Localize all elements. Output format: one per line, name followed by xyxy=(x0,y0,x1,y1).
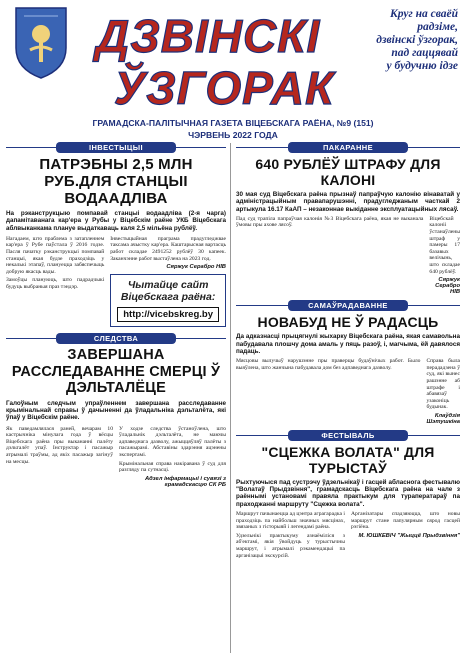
article-paragraph: Крымінальная справа накіравана ў суд для разгляду па сутнасці. xyxy=(119,460,226,474)
motto-line: дзвінскі ўзгорак, xyxy=(376,34,458,46)
headline-station: ПАТРЭБНЫ 2,5 МЛН РУБ.ДЛЯ СТАНЦЫІ ВОДААДЛІВА xyxy=(39,156,193,207)
article-signature: Адзел інфармацыі і сувязі з грамадскасцю СК РБ xyxy=(144,475,226,488)
headline-investigation: ЗАВЕРШАНА РАССЛЕДАВАННЕ СМЕРЦІ Ў ДЭЛЬТАЛЁЦЕ xyxy=(11,347,221,397)
article-paragraph: Маршрут пачынаецца ад цэнтра аграгарадка і праходзіць па найбольш значных мясцінах, звязаных з гісторыяй і легендамі раёна. xyxy=(236,511,345,531)
issue-date: ЧЭРВЕНЬ 2022 ГОДА xyxy=(188,130,278,140)
site-link[interactable]: http://vicebskreg.by xyxy=(117,307,219,322)
motto-line: у будучню ідзе xyxy=(386,60,458,72)
article-paragraph: Справа была перададзена ў суд, які вынес рашэнне аб штрафе і абавязаў узаконіць будынак. xyxy=(426,358,460,411)
motto xyxy=(348,8,458,73)
article-paragraph: Мясцовы вылучыў нарушэнне пры праверцы будаўнічых работ. Было выяўлена, што жанчына пабудавала дом без адпаведнага дазволу. xyxy=(236,358,421,371)
rubric-label: ІНВЕСТЫЦЫІ xyxy=(56,142,176,153)
article-paragraph: Нагадаем, што праблема з затапленнем кар'ера ў Рубе паўстала ў 2016 годзе. Пасля пачатку рэканструкцыі помпавай станцыі, якая будзе праходзіць у некалькі этапаў, плануецца забяспечыць добрую якасць вады. xyxy=(6,235,105,275)
motto-line: Круг на сваёй радзіме, xyxy=(389,8,458,33)
article-paragraph: Пад суд трапіла папраўчая калонія №3 Віцебскага раёна, якая не выканала ўмовы пры ахове лясоў. xyxy=(236,215,424,229)
title-line-2: ЎЗГОРАК xyxy=(114,62,335,110)
column-divider xyxy=(230,143,231,653)
article-paragraph: Як паведамлялася раней, вечарам 10 кастрычніка мінулага года ў вёсцы Віцебскага раёна пры выкананні палёту дэльталёт упаў. Інструктар і пасажыр атрымалі траўмы, ад якіх пасажыр загінуў на месцы. xyxy=(6,425,113,465)
rubric-investments xyxy=(6,142,226,154)
rubric-festival xyxy=(236,430,460,442)
coat-of-arms-icon xyxy=(12,4,70,80)
article-paragraph: Замоўцы плануюць, што падрадчыкі будуць выбраныя праз тэндэр. xyxy=(6,277,105,291)
article-paragraph: Інвестыцыйная праграма прадугледжвае таксама ачыстку кар'ера. Каштарысная вартасць работ складае 2491252 рублёў 30 капеек. Заканчэнне работ выстаўлена на 2023 год. xyxy=(110,235,226,262)
headline-trail: "СЦЕЖКА ВОЛАТА" ДЛЯ ТУРЫСТАЎ xyxy=(261,443,435,476)
article-paragraph: Удзельнікі практыкуму азнаёміліся з аб'ектамі, якія ўвойдуць у турыстычны маршрут, і атрымалі рэкамендацыі па арганізацыі экскурсій. xyxy=(236,532,345,559)
left-column xyxy=(6,142,226,656)
rubric-investigation xyxy=(6,333,226,345)
article-paragraph: Арганізатары спадзяюцца, што новы маршрут стане папулярным сярод гасцей рэгіёна. xyxy=(351,511,460,531)
lead-investigation: Галоўным следчым упраўленнем завершана расследаванне крымінальнай справы ў дачыненні да ўладальніка дэльталёта, які ўпаў у Віцебскім раёне. xyxy=(6,399,226,422)
rubric-label: ФЕСТЫВАЛЬ xyxy=(288,430,408,441)
article-paragraph: У ходзе следства ўстаноўлена, што ўладальнік дэльталёта, не маючы адпаведнага дазволу, ажыццяўляў палёты з пасажырамі. Абставіны здарэння ацэнены экспертамі. xyxy=(119,425,226,459)
article-signature: Сяржук Серабро НІВ xyxy=(166,264,226,271)
masthead xyxy=(0,0,466,118)
headline-new-building: НОВАБУД НЕ Ў РАДАСЦЬ xyxy=(257,314,439,331)
rubric-label: СЛЕДСТВА xyxy=(56,333,176,344)
lead-station: На рэканструкцыю помпавай станцыі водаадліва (2-я чарга) дапамітаванага кар'ера у Рубы у Віцебскім раёне УКБ Віцебскага аблвыканкама плануе выдаткаваць каля 2,5 мільёна рублёў. xyxy=(6,210,226,232)
article-signature: М. ЮШКЕВІЧ "Жыццё Прыдзвіння" xyxy=(358,532,460,539)
rubric-label: САМАЎРАДАВАННЕ xyxy=(288,300,408,311)
subscribe-text: Чытайце сайт Віцебскага раёна: xyxy=(120,279,216,304)
issue-subtitle: ГРАМАДСКА-ПАЛІТЫЧНАЯ ГАЗЕТА ВІЦЕБСКАГА РАЁНА, №9 (151) xyxy=(92,118,374,128)
motto-line: пад гаццявай xyxy=(391,47,458,59)
lead-new-building: Да адказнасці прыцягнулі жыхарку Віцебскага раёна, якая самавольна пабудавала плошчу дома амаль у пяць разоў, і, магчыма, ёй давялося падаць. xyxy=(236,333,460,355)
subscribe-box xyxy=(110,274,226,327)
article-signature: Сяржук Серабро НІВ xyxy=(435,277,460,296)
rubric-label: ПАКАРАННЕ xyxy=(288,142,408,153)
article-paragraph: Віцебскай калоніі ўстанаўлены штраф у памеры 17 базавых велічынь, што складае 640 рублёў. xyxy=(429,215,460,275)
rubric-punishment xyxy=(236,142,460,154)
lead-trail: Рыхтуючыся пад сустрэчу ўдзельнікаў і гасцей абласнога фестывалю "Волатаў Прыдзвіння", грамадскасць Віцебскага раёна на чале з раённымі установамі правяла практыкум для тураператараў па праходжанні маршруту "Сцежка волата". xyxy=(236,478,460,508)
rubric-self-government xyxy=(236,300,460,312)
headline-fine: 640 РУБЛЁЎ ШТРАФУ ДЛЯ КАЛОНІ xyxy=(255,156,441,188)
newspaper-title xyxy=(88,6,368,110)
right-column xyxy=(236,142,460,656)
article-signature: Клаўдзія Шэтушкіна xyxy=(426,412,460,425)
lead-fine: 30 мая суд Віцебскага раёна прызнаў папраўчую калонію вінаватай у адміністрацыйным правапарушэнні, прадугледжаным часткай 2 артыкула 16.17 КаАП – незаконнае выкіданне эксплуатацыйных лясаў. xyxy=(236,191,460,213)
title-line-1: ДЗВІНСКІ xyxy=(96,10,321,62)
